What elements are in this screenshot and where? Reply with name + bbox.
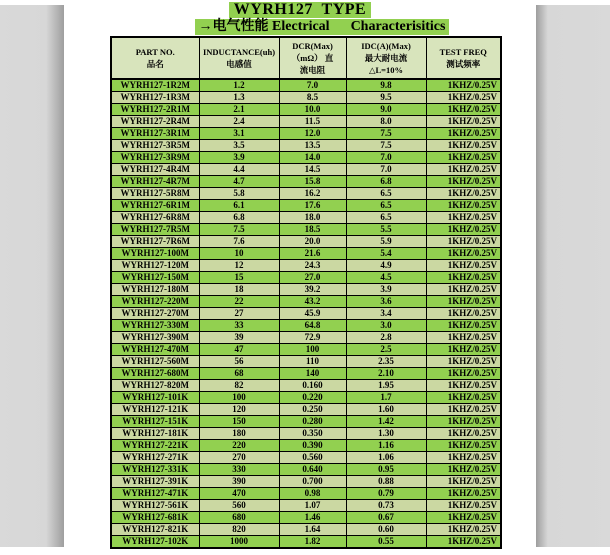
dcr-cell: 0.390 [279, 440, 346, 452]
dcr-cell: 12.0 [279, 128, 346, 140]
inductance-cell: 3.1 [199, 128, 279, 140]
table-row [111, 320, 501, 332]
table-row [111, 464, 501, 476]
table-row [111, 92, 501, 104]
table-row [111, 416, 501, 428]
table-row [111, 200, 501, 212]
inductance-cell: 5.8 [199, 188, 279, 200]
dcr-cell: 7.0 [279, 79, 346, 92]
viewer-background-right [536, 5, 610, 547]
table-row [111, 296, 501, 308]
dcr-cell: 1.82 [279, 536, 346, 549]
test-freq-cell: 1KHZ/0.25V [426, 332, 501, 344]
header-line: 最大耐电流 [364, 53, 408, 63]
part-no-cell: WYRH127-391K [111, 476, 199, 488]
header-line: 测试频率 [446, 59, 481, 69]
part-no-cell: WYRH127-821K [111, 524, 199, 536]
dcr-cell: 24.3 [279, 260, 346, 272]
part-no-cell: WYRH127-120M [111, 260, 199, 272]
part-no-cell: WYRH127-270M [111, 308, 199, 320]
header-inductance [199, 37, 279, 79]
test-freq-cell: 1KHZ/0.25V [426, 536, 501, 549]
dcr-cell: 72.9 [279, 332, 346, 344]
test-freq-cell: 1KHZ/0.25V [426, 104, 501, 116]
test-freq-cell: 1KHZ/0.25V [426, 248, 501, 260]
inductance-cell: 220 [199, 440, 279, 452]
dcr-cell: 0.280 [279, 416, 346, 428]
inductance-cell: 15 [199, 272, 279, 284]
table-row [111, 248, 501, 260]
dcr-cell: 17.6 [279, 200, 346, 212]
test-freq-cell: 1KHZ/0.25V [426, 320, 501, 332]
table-row [111, 164, 501, 176]
idc-cell: 3.0 [346, 320, 426, 332]
idc-cell: 0.95 [346, 464, 426, 476]
part-no-cell: WYRH127-271K [111, 452, 199, 464]
inductance-cell: 12 [199, 260, 279, 272]
table-row [111, 224, 501, 236]
header-line: △L=10% [368, 65, 404, 75]
part-no-cell: WYRH127-1R2M [111, 79, 199, 92]
inductance-cell: 3.9 [199, 152, 279, 164]
idc-cell: 1.60 [346, 404, 426, 416]
part-no-cell: WYRH127-5R8M [111, 188, 199, 200]
table-row [111, 104, 501, 116]
table-row [111, 392, 501, 404]
idc-cell: 1.06 [346, 452, 426, 464]
test-freq-cell: 1KHZ/0.25V [426, 284, 501, 296]
part-no-cell: WYRH127-101K [111, 392, 199, 404]
part-no-cell: WYRH127-100M [111, 248, 199, 260]
idc-cell: 1.7 [346, 392, 426, 404]
inductance-cell: 33 [199, 320, 279, 332]
dcr-cell: 1.07 [279, 500, 346, 512]
idc-cell: 6.5 [346, 200, 426, 212]
test-freq-cell: 1KHZ/0.25V [426, 524, 501, 536]
header-row [111, 37, 501, 79]
part-no-cell: WYRH127-3R5M [111, 140, 199, 152]
inductance-cell: 7.5 [199, 224, 279, 236]
test-freq-cell: 1KHZ/0.25V [426, 416, 501, 428]
table-row [111, 380, 501, 392]
header-line: DCR(Max) [292, 41, 333, 51]
dcr-cell: 43.2 [279, 296, 346, 308]
inductance-cell: 390 [199, 476, 279, 488]
dcr-cell: 0.250 [279, 404, 346, 416]
inductance-cell: 1000 [199, 536, 279, 549]
test-freq-cell: 1KHZ/0.25V [426, 428, 501, 440]
part-no-cell: WYRH127-3R9M [111, 152, 199, 164]
idc-cell: 9.0 [346, 104, 426, 116]
inductance-cell: 56 [199, 356, 279, 368]
inductance-cell: 150 [199, 416, 279, 428]
part-no-cell: WYRH127-820M [111, 380, 199, 392]
idc-cell: 0.79 [346, 488, 426, 500]
idc-cell: 2.8 [346, 332, 426, 344]
part-no-cell: WYRH127-220M [111, 296, 199, 308]
test-freq-cell: 1KHZ/0.25V [426, 464, 501, 476]
dcr-cell: 45.9 [279, 308, 346, 320]
test-freq-cell: 1KHZ/0.25V [426, 500, 501, 512]
dcr-cell: 1.64 [279, 524, 346, 536]
idc-cell: 4.5 [346, 272, 426, 284]
page-title: WYRH127 TYPE [229, 2, 371, 18]
part-no-cell: WYRH127-331K [111, 464, 199, 476]
part-no-cell: WYRH127-3R1M [111, 128, 199, 140]
inductance-cell: 100 [199, 392, 279, 404]
test-freq-cell: 1KHZ/0.25V [426, 512, 501, 524]
dcr-cell: 0.700 [279, 476, 346, 488]
dcr-cell: 110 [279, 356, 346, 368]
header-line: PART NO. [135, 47, 175, 57]
idc-cell: 9.8 [346, 79, 426, 92]
table-row [111, 212, 501, 224]
idc-cell: 6.8 [346, 176, 426, 188]
dcr-cell: 1.46 [279, 512, 346, 524]
part-no-cell: WYRH127-680M [111, 368, 199, 380]
part-no-cell: WYRH127-221K [111, 440, 199, 452]
header-dcr [279, 37, 346, 79]
idc-cell: 2.35 [346, 356, 426, 368]
test-freq-cell: 1KHZ/0.25V [426, 308, 501, 320]
idc-cell: 5.9 [346, 236, 426, 248]
table-row [111, 176, 501, 188]
spec-table [110, 36, 502, 549]
table-row [111, 488, 501, 500]
idc-cell: 3.6 [346, 296, 426, 308]
part-no-cell: WYRH127-151K [111, 416, 199, 428]
test-freq-cell: 1KHZ/0.25V [426, 212, 501, 224]
test-freq-cell: 1KHZ/0.25V [426, 404, 501, 416]
idc-cell: 3.4 [346, 308, 426, 320]
part-no-cell: WYRH127-6R1M [111, 200, 199, 212]
test-freq-cell: 1KHZ/0.25V [426, 236, 501, 248]
dcr-cell: 20.0 [279, 236, 346, 248]
inductance-cell: 680 [199, 512, 279, 524]
inductance-cell: 270 [199, 452, 279, 464]
inductance-cell: 10 [199, 248, 279, 260]
idc-cell: 3.9 [346, 284, 426, 296]
table-row [111, 404, 501, 416]
test-freq-cell: 1KHZ/0.25V [426, 272, 501, 284]
dcr-cell: 10.0 [279, 104, 346, 116]
inductance-cell: 82 [199, 380, 279, 392]
test-freq-cell: 1KHZ/0.25V [426, 164, 501, 176]
test-freq-cell: 1KHZ/0.25V [426, 476, 501, 488]
table-row [111, 79, 501, 92]
table-row [111, 476, 501, 488]
test-freq-cell: 1KHZ/0.25V [426, 116, 501, 128]
dcr-cell: 100 [279, 344, 346, 356]
inductance-cell: 4.7 [199, 176, 279, 188]
part-no-cell: WYRH127-390M [111, 332, 199, 344]
inductance-cell: 1.2 [199, 79, 279, 92]
part-no-cell: WYRH127-560M [111, 356, 199, 368]
dcr-cell: 27.0 [279, 272, 346, 284]
dcr-cell: 0.220 [279, 392, 346, 404]
inductance-cell: 18 [199, 284, 279, 296]
dcr-cell: 16.2 [279, 188, 346, 200]
test-freq-cell: 1KHZ/0.25V [426, 79, 501, 92]
inductance-cell: 39 [199, 332, 279, 344]
inductance-cell: 560 [199, 500, 279, 512]
idc-cell: 0.88 [346, 476, 426, 488]
part-no-cell: WYRH127-561K [111, 500, 199, 512]
table-row [111, 272, 501, 284]
header-line: TEST FREQ [439, 47, 487, 57]
part-no-cell: WYRH127-7R6M [111, 236, 199, 248]
table-row [111, 260, 501, 272]
idc-cell: 5.5 [346, 224, 426, 236]
dcr-cell: 0.98 [279, 488, 346, 500]
table-row [111, 452, 501, 464]
idc-cell: 2.10 [346, 368, 426, 380]
idc-cell: 0.55 [346, 536, 426, 549]
dcr-cell: 15.8 [279, 176, 346, 188]
idc-cell: 7.5 [346, 140, 426, 152]
idc-cell: 1.95 [346, 380, 426, 392]
part-no-cell: WYRH127-2R4M [111, 116, 199, 128]
header-line: IDC(A)(Max) [361, 41, 411, 51]
inductance-cell: 1.3 [199, 92, 279, 104]
table-row [111, 152, 501, 164]
idc-cell: 5.4 [346, 248, 426, 260]
dcr-cell: 18.0 [279, 212, 346, 224]
inductance-cell: 22 [199, 296, 279, 308]
inductance-cell: 820 [199, 524, 279, 536]
dcr-cell: 18.5 [279, 224, 346, 236]
inductance-cell: 120 [199, 404, 279, 416]
table-row [111, 332, 501, 344]
dcr-cell: 14.0 [279, 152, 346, 164]
inductance-cell: 47 [199, 344, 279, 356]
table-row [111, 308, 501, 320]
inductance-cell: 470 [199, 488, 279, 500]
inductance-cell: 2.1 [199, 104, 279, 116]
test-freq-cell: 1KHZ/0.25V [426, 224, 501, 236]
table-row [111, 356, 501, 368]
dcr-cell: 0.560 [279, 452, 346, 464]
inductance-cell: 4.4 [199, 164, 279, 176]
test-freq-cell: 1KHZ/0.25V [426, 140, 501, 152]
dcr-cell: 21.6 [279, 248, 346, 260]
idc-cell: 0.73 [346, 500, 426, 512]
part-no-cell: WYRH127-2R1M [111, 104, 199, 116]
part-no-cell: WYRH127-7R5M [111, 224, 199, 236]
test-freq-cell: 1KHZ/0.25V [426, 344, 501, 356]
idc-cell: 7.0 [346, 152, 426, 164]
inductance-cell: 68 [199, 368, 279, 380]
table-row [111, 368, 501, 380]
inductance-cell: 6.8 [199, 212, 279, 224]
header-part-no [111, 37, 199, 79]
table-row [111, 236, 501, 248]
header-line: 品名 [146, 59, 164, 69]
idc-cell: 7.0 [346, 164, 426, 176]
dcr-cell: 0.160 [279, 380, 346, 392]
dcr-cell: 13.5 [279, 140, 346, 152]
table-row [111, 512, 501, 524]
part-no-cell: WYRH127-4R4M [111, 164, 199, 176]
table-row [111, 188, 501, 200]
header-line: （mΩ） 直 [291, 53, 334, 63]
part-no-cell: WYRH127-150M [111, 272, 199, 284]
dcr-cell: 39.2 [279, 284, 346, 296]
table-row [111, 536, 501, 549]
test-freq-cell: 1KHZ/0.25V [426, 440, 501, 452]
test-freq-cell: 1KHZ/0.25V [426, 200, 501, 212]
inductance-cell: 3.5 [199, 140, 279, 152]
idc-cell: 0.67 [346, 512, 426, 524]
part-no-cell: WYRH127-6R8M [111, 212, 199, 224]
idc-cell: 1.16 [346, 440, 426, 452]
subtitle-row [64, 17, 536, 35]
header-test-freq [426, 37, 501, 79]
part-no-cell: WYRH127-470M [111, 344, 199, 356]
table-row [111, 116, 501, 128]
inductance-cell: 330 [199, 464, 279, 476]
test-freq-cell: 1KHZ/0.25V [426, 488, 501, 500]
idc-cell: 6.5 [346, 212, 426, 224]
part-no-cell: WYRH127-180M [111, 284, 199, 296]
idc-cell: 4.9 [346, 260, 426, 272]
dcr-cell: 64.8 [279, 320, 346, 332]
part-no-cell: WYRH127-4R7M [111, 176, 199, 188]
test-freq-cell: 1KHZ/0.25V [426, 368, 501, 380]
header-line: INDUCTANCE(uh) [202, 47, 276, 57]
part-no-cell: WYRH127-681K [111, 512, 199, 524]
table-row [111, 284, 501, 296]
dcr-cell: 14.5 [279, 164, 346, 176]
idc-cell: 6.5 [346, 188, 426, 200]
dcr-cell: 140 [279, 368, 346, 380]
table-row [111, 128, 501, 140]
part-no-cell: WYRH127-102K [111, 536, 199, 549]
part-no-cell: WYRH127-1R3M [111, 92, 199, 104]
table-body [111, 79, 501, 548]
test-freq-cell: 1KHZ/0.25V [426, 260, 501, 272]
table-row [111, 344, 501, 356]
table-row [111, 440, 501, 452]
test-freq-cell: 1KHZ/0.25V [426, 392, 501, 404]
idc-cell: 2.5 [346, 344, 426, 356]
dcr-cell: 0.640 [279, 464, 346, 476]
inductance-cell: 7.6 [199, 236, 279, 248]
dcr-cell: 8.5 [279, 92, 346, 104]
inductance-cell: 180 [199, 428, 279, 440]
dcr-cell: 11.5 [279, 116, 346, 128]
header-line: 电感值 [226, 59, 252, 69]
part-no-cell: WYRH127-121K [111, 404, 199, 416]
idc-cell: 8.0 [346, 116, 426, 128]
test-freq-cell: 1KHZ/0.25V [426, 452, 501, 464]
inductance-cell: 2.4 [199, 116, 279, 128]
part-no-cell: WYRH127-181K [111, 428, 199, 440]
part-no-cell: WYRH127-471K [111, 488, 199, 500]
idc-cell: 9.5 [346, 92, 426, 104]
test-freq-cell: 1KHZ/0.25V [426, 356, 501, 368]
test-freq-cell: 1KHZ/0.25V [426, 92, 501, 104]
idc-cell: 0.60 [346, 524, 426, 536]
table-row [111, 140, 501, 152]
test-freq-cell: 1KHZ/0.25V [426, 176, 501, 188]
header-idc [346, 37, 426, 79]
dcr-cell: 0.350 [279, 428, 346, 440]
inductance-cell: 6.1 [199, 200, 279, 212]
test-freq-cell: 1KHZ/0.25V [426, 128, 501, 140]
test-freq-cell: 1KHZ/0.25V [426, 152, 501, 164]
inductance-cell: 27 [199, 308, 279, 320]
idc-cell: 7.5 [346, 128, 426, 140]
table-row [111, 524, 501, 536]
table-row [111, 428, 501, 440]
table-row [111, 500, 501, 512]
test-freq-cell: 1KHZ/0.25V [426, 296, 501, 308]
idc-cell: 1.42 [346, 416, 426, 428]
part-no-cell: WYRH127-330M [111, 320, 199, 332]
viewer-background-left [0, 5, 64, 547]
test-freq-cell: 1KHZ/0.25V [426, 380, 501, 392]
idc-cell: 1.30 [346, 428, 426, 440]
page-subtitle: →电气性能 Electrical Characterisitics [195, 19, 450, 35]
header-line: 流电阻 [299, 65, 326, 75]
test-freq-cell: 1KHZ/0.25V [426, 188, 501, 200]
